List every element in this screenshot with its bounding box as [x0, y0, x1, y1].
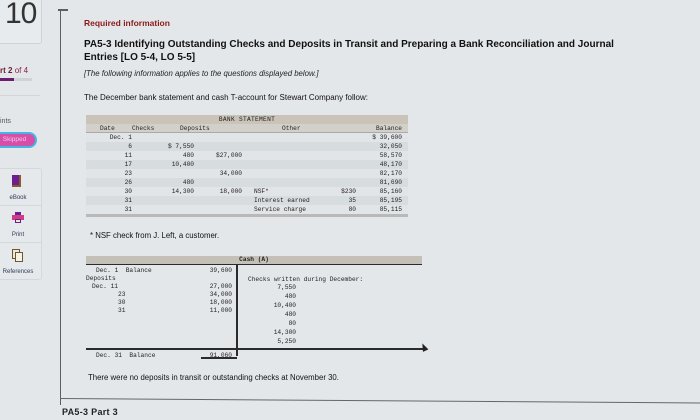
- table-row: [86, 169, 408, 178]
- cell-deposits: $27,000: [216, 152, 242, 159]
- table-row: [86, 187, 408, 196]
- cash-t-account: [86, 256, 426, 362]
- table-footer-rule: [86, 214, 408, 217]
- cell-balance: 48,170: [379, 161, 402, 168]
- references-label: References: [2, 269, 34, 275]
- nsf-footnote: * NSF check from J. Left, a customer.: [90, 231, 220, 240]
- progress-fill: [0, 78, 14, 81]
- table-row: [86, 151, 408, 160]
- bank-statement-table: [86, 115, 408, 217]
- next-part-heading: PA5-3 Part 3: [62, 407, 118, 417]
- table-row: [86, 142, 408, 151]
- col-other: Other: [282, 125, 301, 132]
- table-row: [86, 178, 408, 187]
- left-rail: [0, 0, 60, 420]
- cell-balance: 58,570: [379, 152, 402, 159]
- part-progress-bar: [0, 78, 32, 81]
- cell-date: 23: [124, 170, 132, 177]
- table-row: [86, 133, 408, 142]
- check-amount: 5,250: [277, 338, 296, 345]
- cell-other-label: NSF*: [254, 188, 269, 195]
- print-label: Print: [11, 232, 25, 238]
- bank-statement-title: BANK STATEMENT: [86, 115, 408, 124]
- cell-date: Dec. 1: [109, 134, 132, 141]
- col-date: Date: [100, 125, 115, 132]
- cell-checks: 10,400: [171, 161, 194, 168]
- part-total: of 4: [14, 66, 29, 75]
- closing-balance-amount: 91,060: [209, 352, 232, 359]
- cell-other-amount: $230: [341, 188, 356, 195]
- t-account-center-rule: [236, 264, 238, 356]
- references-button[interactable]: [0, 243, 41, 280]
- col-balance: Balance: [376, 125, 402, 132]
- col-deposits: Deposits: [180, 125, 210, 132]
- checks-written-header: Checks written during December:: [248, 276, 364, 283]
- part-current: 2: [8, 66, 13, 75]
- divider: [0, 95, 40, 96]
- cell-balance: 82,170: [379, 170, 402, 177]
- t-account-top-rule: [86, 264, 422, 265]
- part-prefix: rt: [0, 66, 6, 75]
- cell-date: 30: [124, 188, 132, 195]
- t-account-title: Cash (A): [86, 256, 422, 264]
- check-amount: 14,300: [273, 329, 296, 336]
- cell-date: 26: [124, 179, 132, 186]
- check-amount: 480: [284, 293, 296, 300]
- question-number-box: [0, 0, 42, 44]
- cell-checks: 480: [182, 179, 194, 186]
- status-badge: Skipped: [0, 132, 37, 148]
- table-row: [86, 205, 408, 214]
- cell-deposits: 18,000: [219, 188, 242, 195]
- part-indicator: [0, 66, 28, 75]
- deposit-amount: 18,000: [209, 299, 232, 306]
- cell-balance: $ 39,600: [372, 134, 402, 141]
- closing-note: There were no deposits in transit or outstanding checks at November 30.: [88, 373, 339, 382]
- required-information-label: Required information: [84, 18, 170, 28]
- check-amount: 480: [284, 311, 296, 318]
- cell-other-amount: 80: [348, 206, 356, 213]
- ebook-label: eBook: [9, 195, 27, 201]
- book-icon: [12, 175, 21, 187]
- deposit-date: 23: [118, 291, 126, 298]
- closing-balance-label: Dec. 31 Balance: [96, 352, 156, 359]
- cell-balance: 85,115: [379, 206, 402, 213]
- deposit-amount: 34,000: [209, 291, 232, 298]
- cell-date: 6: [128, 143, 132, 150]
- check-amount: 80: [288, 320, 296, 327]
- cell-deposits: 34,000: [219, 170, 242, 177]
- check-amount: 10,400: [273, 302, 296, 309]
- table-row: [86, 160, 408, 169]
- cell-checks: 480: [182, 152, 194, 159]
- cell-balance: 32,050: [379, 143, 402, 150]
- cell-checks: $ 7,550: [168, 143, 194, 150]
- deposit-amount: 27,000: [209, 283, 232, 290]
- content-frame-bottom: [60, 398, 700, 403]
- deposit-date: Dec. 11: [92, 283, 118, 290]
- col-checks: Checks: [132, 125, 155, 132]
- opening-balance-label: Dec. 1 Balance: [96, 267, 152, 274]
- cell-other-label: Service charge: [254, 206, 306, 213]
- opening-balance-amount: 39,600: [209, 267, 232, 274]
- cell-balance: 81,690: [379, 179, 402, 186]
- bank-statement-body: [86, 133, 408, 214]
- deposit-date: 31: [118, 307, 126, 314]
- cell-date: 17: [124, 161, 132, 168]
- points-label: ints: [0, 118, 11, 125]
- bank-statement-header: [86, 124, 408, 133]
- ebook-button[interactable]: [0, 169, 41, 206]
- check-amount: 7,550: [277, 284, 296, 291]
- intro-text: The December bank statement and cash T-account for Stewart Company follow:: [84, 93, 368, 102]
- deposits-label: Deposits: [86, 275, 116, 282]
- applies-note: [The following information applies to the questions displayed below.]: [84, 69, 319, 78]
- deposit-amount: 11,000: [209, 307, 232, 314]
- problem-title: PA5-3 Identifying Outstanding Checks and Deposits in Transit and Preparing a Bank Reconciliation and Journal Entries [LO 5-4, LO 5-5]: [84, 39, 614, 63]
- content-frame-border: [60, 10, 61, 405]
- cell-other-label: Interest earned: [254, 197, 310, 204]
- printer-icon: [12, 212, 24, 222]
- cell-date: 31: [124, 206, 132, 213]
- cell-date: 11: [124, 152, 132, 159]
- cell-balance: 85,195: [379, 197, 402, 204]
- print-button[interactable]: [0, 206, 41, 243]
- cell-other-amount: 35: [348, 197, 356, 204]
- question-number: 10: [5, 0, 37, 30]
- t-account-bottom-rule: [86, 348, 426, 350]
- table-row: [86, 196, 408, 205]
- references-icon: [12, 249, 24, 262]
- cell-checks: 14,300: [171, 188, 194, 195]
- tools-panel: [0, 168, 42, 280]
- cell-balance: 85,160: [379, 188, 402, 195]
- cell-date: 31: [124, 197, 132, 204]
- deposit-date: 30: [118, 299, 126, 306]
